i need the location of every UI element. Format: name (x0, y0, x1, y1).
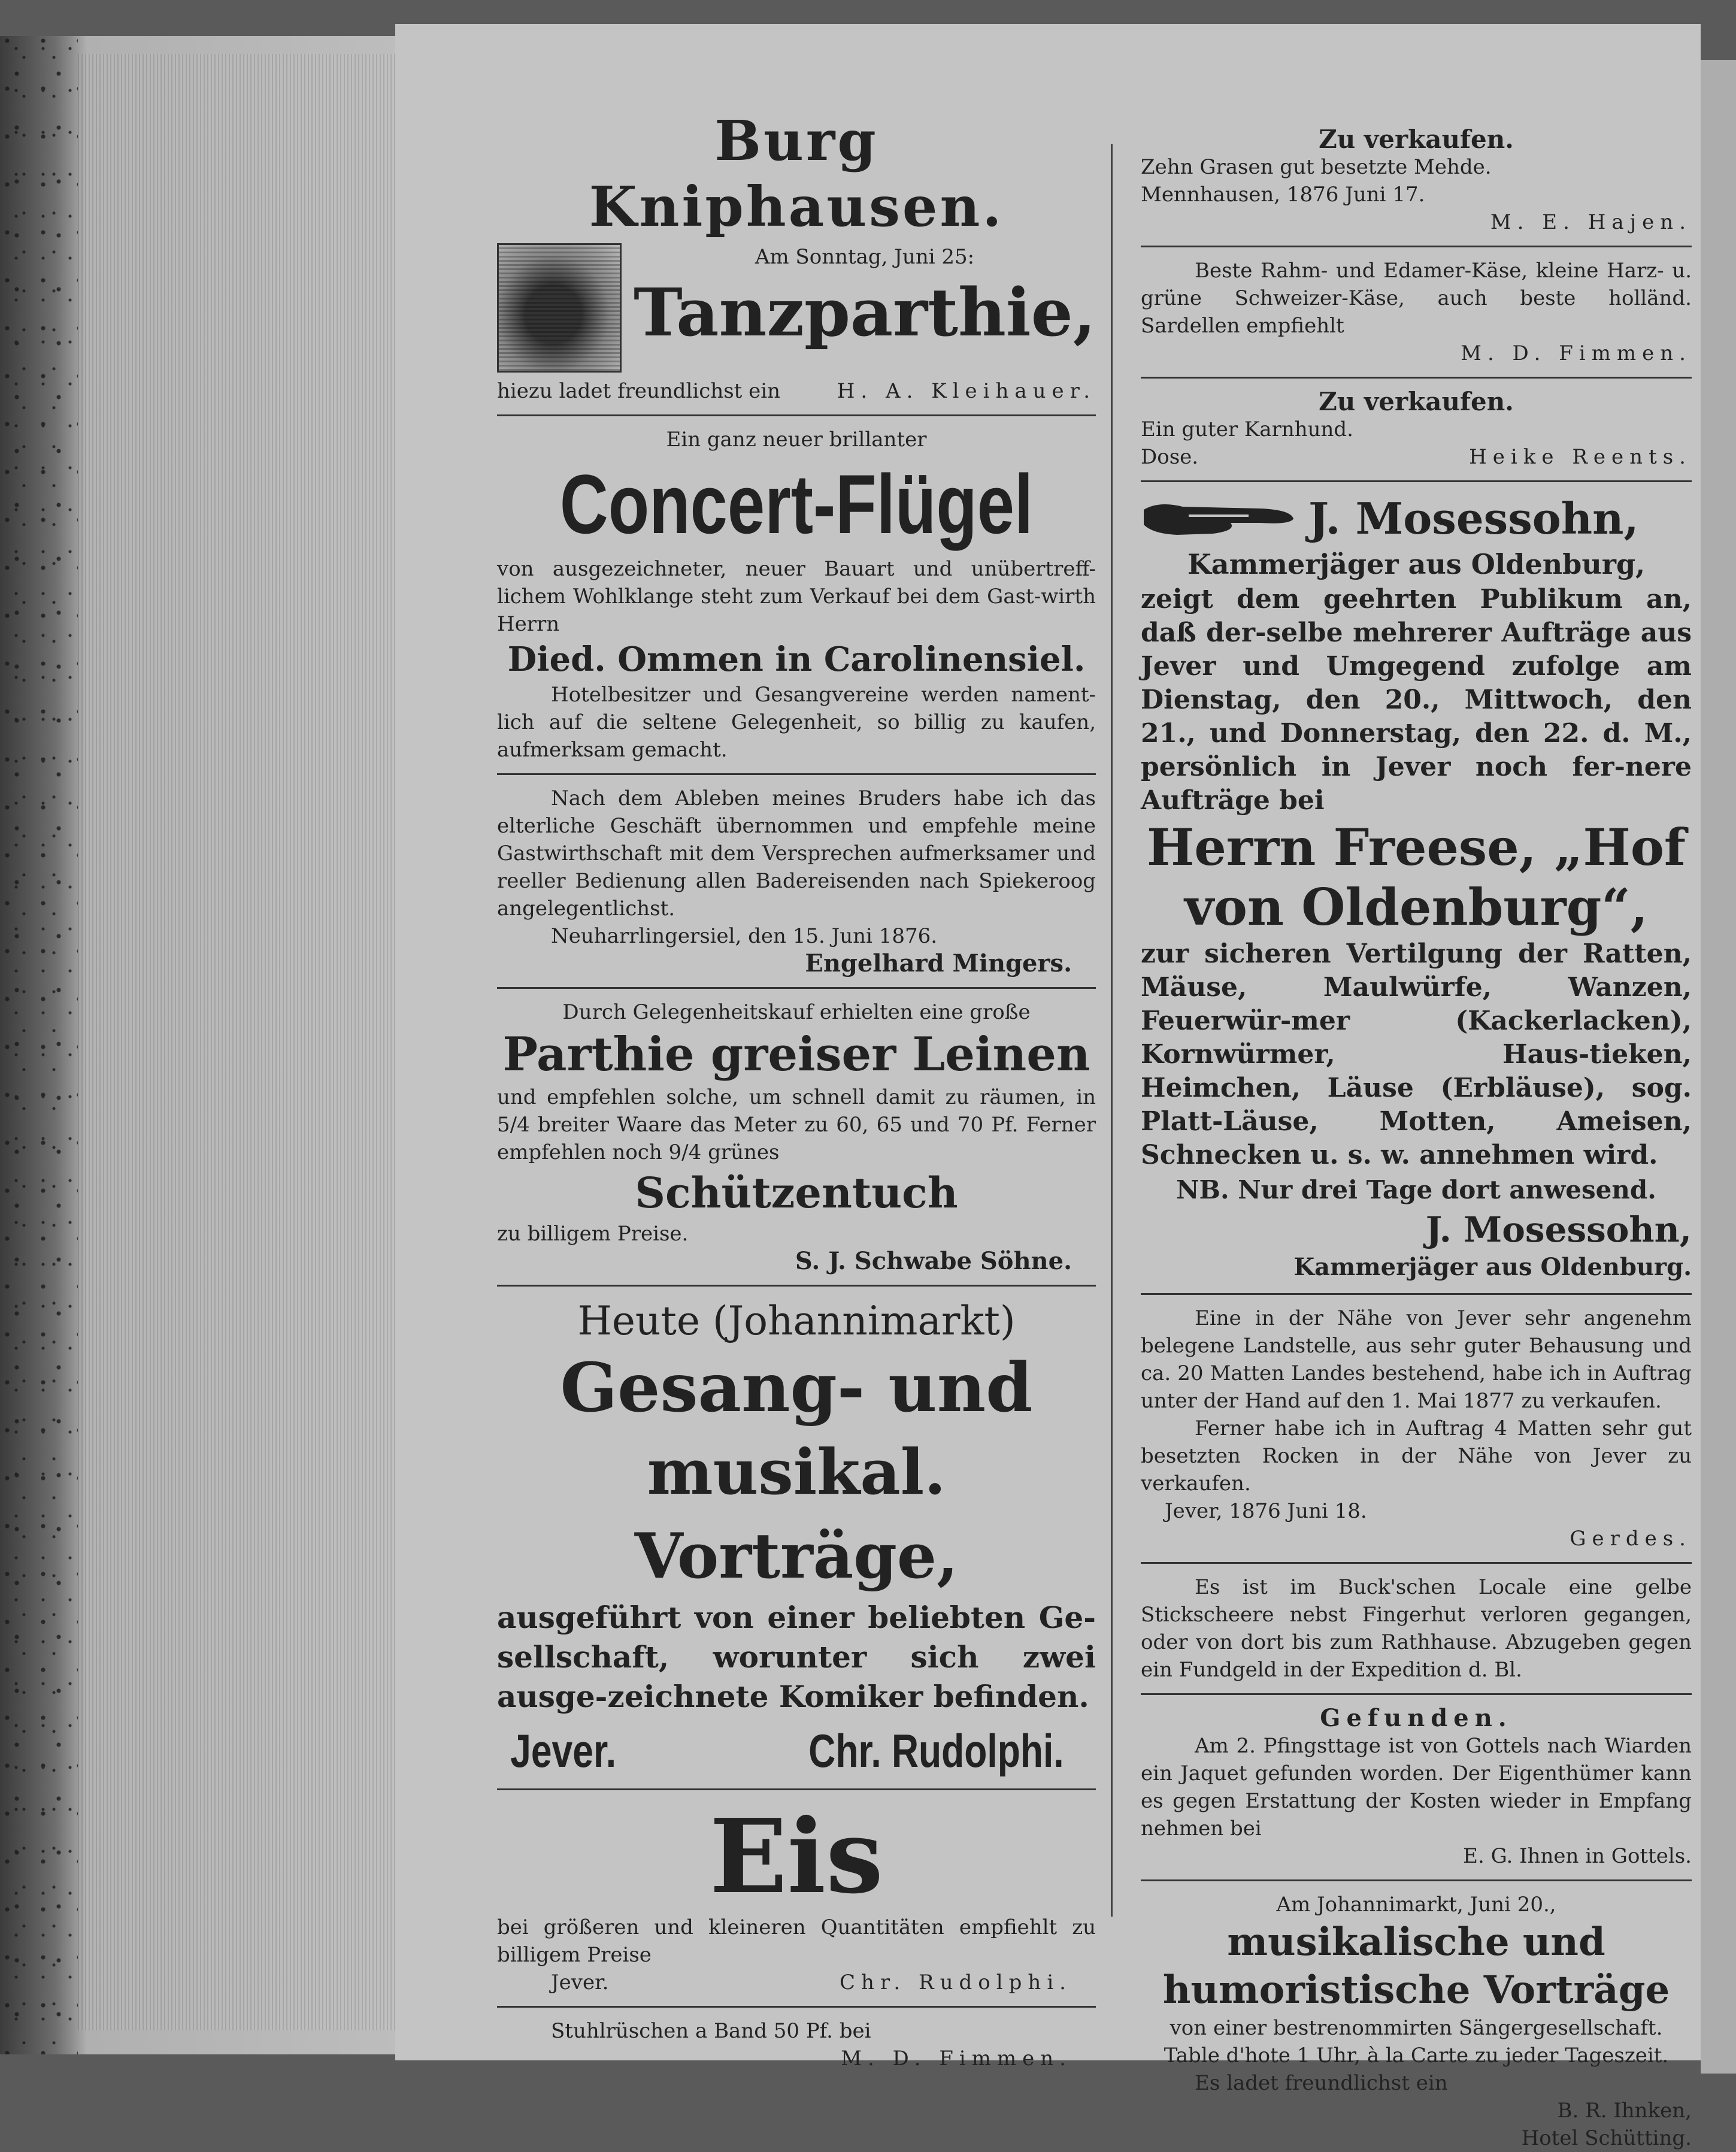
ad-name: M. D. Fimmen. (1461, 341, 1692, 365)
ad-body: bei größeren und kleineren Quantitäten empfiehlt zu billigem Preise (497, 1915, 1096, 1967)
ad-divider (1141, 1562, 1692, 1564)
ad-invite: Es ladet freundlichst ein (1195, 2071, 1448, 2095)
ad-intro: Durch Gelegenheitskauf erhielten eine große (562, 1000, 1031, 1024)
ad-divider (497, 1788, 1096, 1790)
ad-divider (1141, 377, 1692, 379)
ad-mosessohn (1141, 492, 1692, 1284)
left-column (497, 108, 1096, 2072)
ad-title: J. Mosessohn, (1308, 493, 1639, 544)
ad-title: Gefunden. (1320, 1704, 1513, 1732)
ad-gefunden (1141, 1705, 1692, 1870)
ad-name: Heike Reents. (1469, 445, 1692, 469)
ad-host: H. A. Kleihauer. (837, 379, 1096, 403)
ad-title: Parthie greiser Leinen (502, 1027, 1090, 1082)
ad-name: B. R. Ihnken, (1557, 2099, 1692, 2123)
ad-gesang (497, 1296, 1096, 1779)
ad-body: Nach dem Ableben meines Bruders habe ich das elterliche Geschäft übernommen und empfehle meine Gastwirthschaft mit dem Versprechen aufmerksamer und reeller Bedienung allen Badereisenden nach Spiekeroog angelegentlichst. (497, 786, 1096, 921)
adjacent-page-strip (1701, 60, 1736, 2074)
ad-price: zu billigem Preise. (497, 1222, 689, 1246)
ad-divider (497, 414, 1096, 416)
ad-divider (497, 1285, 1096, 1287)
ad-note: Hotelbesitzer und Gesangvereine werden nament-lich auf die seltene Gelegenheit, so billig zu kaufen, aufmerksam gemacht. (497, 683, 1096, 762)
ad-body: von ausgezeichneter, neuer Bauart und unübertreff-lichem Wohlklange steht zum Verkauf bei dem Gast-wirth Herrn (497, 557, 1096, 636)
ad-place: Jever. (510, 1724, 617, 1777)
ad-name: M. D. Fimmen. (841, 2047, 1072, 2071)
ad-johannimarkt (1141, 1891, 1692, 2152)
pointing-hand-icon (1141, 498, 1296, 540)
ad-name: M. E. Hajen. (1490, 210, 1692, 234)
ad-landstelle (1141, 1304, 1692, 1552)
ad-body: Am 2. Pfingsttage ist von Gottels nach Wiarden ein Jaquet gefunden worden. Der Eigenthümer kann es gegen Erstattung der Kosten wieder in Empfang nehmen bei (1141, 1734, 1692, 1841)
ad-date: Neuharrlingersiel, den 15. Juni 1876. (551, 924, 938, 948)
ad-title: Eis (710, 1797, 883, 1917)
ad-body: von einer bestrenommirten Sängergesellschaft. (1170, 2016, 1663, 2040)
ad-body: ausgeführt von einer beliebten Ge-sellschaft, worunter sich zwei ausge-zeichnete Komiker befinden. (497, 1600, 1096, 1714)
ad-sign-subtitle: Kammerjäger aus Oldenburg. (1293, 1253, 1692, 1281)
ad-divider (1141, 246, 1692, 247)
ad-body: Zehn Grasen gut besetzte Mehde. (1141, 155, 1492, 179)
ad-item: Schützentuch (635, 1168, 958, 1218)
ad-body: Stuhlrüschen a Band 50 Pf. bei (551, 2019, 871, 2043)
ad-body: zeigt dem geehrten Publikum an, daß der-selbe mehrerer Aufträge aus Jever und Umgegend zufolge am Dienstag, den 20., Mittwoch, den 21., und Donnerstag, den 22. d. M., persönlich in Jever noch fer-nere Aufträge bei (1141, 584, 1692, 816)
ad-body: Ein guter Karnhund. (1141, 417, 1353, 441)
ad-hotel: Hotel Schütting. (1521, 2126, 1692, 2150)
ad-sign: J. Mosessohn, (1425, 1209, 1692, 1250)
ad-location: Herrn Freese, „Hof von Oldenburg“, (1146, 818, 1686, 937)
ad-name: Chr. Rudolphi. (808, 1724, 1064, 1777)
ad-line-2: Gesang- und (560, 1349, 1033, 1427)
ad-note: NB. Nur drei Tage dort anwesend. (1176, 1175, 1656, 1204)
ad-name: Gerdes. (1570, 1527, 1692, 1551)
ad-stickscheere (1141, 1573, 1692, 1684)
ad-divider (497, 2006, 1096, 2008)
ad-eis (497, 1797, 1096, 1996)
ad-burg-kniphausen (497, 108, 1096, 405)
ad-line-1: Heute (Johannimarkt) (577, 1298, 1016, 1344)
ad-name: Engelhard Mingers. (805, 949, 1072, 977)
dancing-couple-illustration (497, 243, 622, 373)
ad-divider (1141, 480, 1692, 482)
ad-name: Chr. Rudolphi. (840, 1971, 1072, 1994)
ad-title: Concert-Flügel (559, 457, 1034, 551)
ad-date: Mennhausen, 1876 Juni 17. (1141, 183, 1425, 207)
ad-line-3: musikal. Vorträge, (634, 1435, 959, 1593)
speckled-book-edge (0, 36, 78, 2054)
ad-body: Es ist im Buck'schen Locale eine gelbe Stickscheere nebst Fingerhut verloren gegangen, oder von dort bis zum Rathhause. Abzugeben gegen ein Fundgeld in der Expedition d. Bl. (1141, 1575, 1692, 1682)
ad-leinen (497, 998, 1096, 1275)
ad-stuhlrueschen (497, 2017, 1096, 2072)
ad-body-2: zur sicheren Vertilgung der Ratten, Mäuse, Maulwürfe, Wanzen, Feuerwür-mer (Kackerlacken), Kornwürmer, Haus-tieken, Heimchen, Läuse (Erbläuse), sog. Platt-Läuse, Motten, Ameisen, Schnecken u. s. w. annehmen wird. (1141, 939, 1692, 1170)
ad-title: Zu verkaufen. (1319, 387, 1514, 416)
ad-body: Beste Rahm- und Edamer-Käse, kleine Harz- u. grüne Schweizer-Käse, auch beste holländ. Sardellen empfiehlt (1141, 259, 1692, 338)
ad-zu-verkaufen-2 (1141, 388, 1692, 471)
ad-event: Tanzparthie, (633, 274, 1096, 351)
ad-invite: hiezu ladet freundlichst ein (497, 379, 781, 403)
ad-body-2: Ferner habe ich in Auftrag 4 Matten sehr gut besetzten Rocken in der Nähe von Jever zu verkaufen. (1141, 1416, 1692, 1496)
ad-place: Dose. (1141, 445, 1199, 469)
ad-date-line: Am Sonntag, Juni 25: (755, 245, 975, 269)
ad-divider (1141, 1879, 1692, 1881)
ad-name: E. G. Ihnen in Gottels. (1463, 1844, 1692, 1868)
ad-subtitle: Kammerjäger aus Oldenburg, (1187, 548, 1646, 580)
ad-divider (1141, 1693, 1692, 1695)
ad-body: Eine in der Nähe von Jever sehr angenehm belegene Landstelle, aus sehr guter Behausung und ca. 20 Matten Landes bestehend, habe ich in Auftrag unter der Hand auf den 1. Mai 1877 zu verkaufen. (1141, 1306, 1692, 1413)
ad-divider (1141, 1293, 1692, 1295)
ad-zu-verkaufen-1 (1141, 126, 1692, 236)
ad-title: Zu verkaufen. (1319, 125, 1514, 154)
page-edge-lines (78, 54, 395, 2030)
ad-intro: Ein ganz neuer brillanter (666, 428, 927, 452)
ad-body: und empfehlen solche, um schnell damit zu räumen, in 5/4 breiter Waare das Meter zu 60, 65 und 70 Pf. Ferner empfehlen noch 9/4 grünes (497, 1085, 1096, 1164)
ad-place: Jever. (551, 1971, 609, 1994)
ad-concert-fluegel (497, 426, 1096, 764)
ad-title: Burg Kniphausen. (589, 108, 1004, 239)
ad-date: Jever, 1876 Juni 18. (1165, 1499, 1367, 1523)
ad-name: S. J. Schwabe Söhne. (795, 1247, 1072, 1275)
ad-table: Table d'hote 1 Uhr, à la Carte zu jeder Tageszeit. (1164, 2044, 1669, 2068)
ad-divider (497, 773, 1096, 775)
ad-mingers (497, 785, 1096, 977)
ad-date: Am Johannimarkt, Juni 20., (1276, 1893, 1556, 1917)
column-divider (1111, 144, 1113, 1917)
ad-divider (497, 987, 1096, 989)
ad-name: Died. Ommen in Carolinensiel. (507, 640, 1086, 679)
ad-title: musikalische und humoristische Vorträge (1162, 1920, 1670, 2012)
ad-kaese (1141, 257, 1692, 367)
right-column (1141, 126, 1692, 2152)
